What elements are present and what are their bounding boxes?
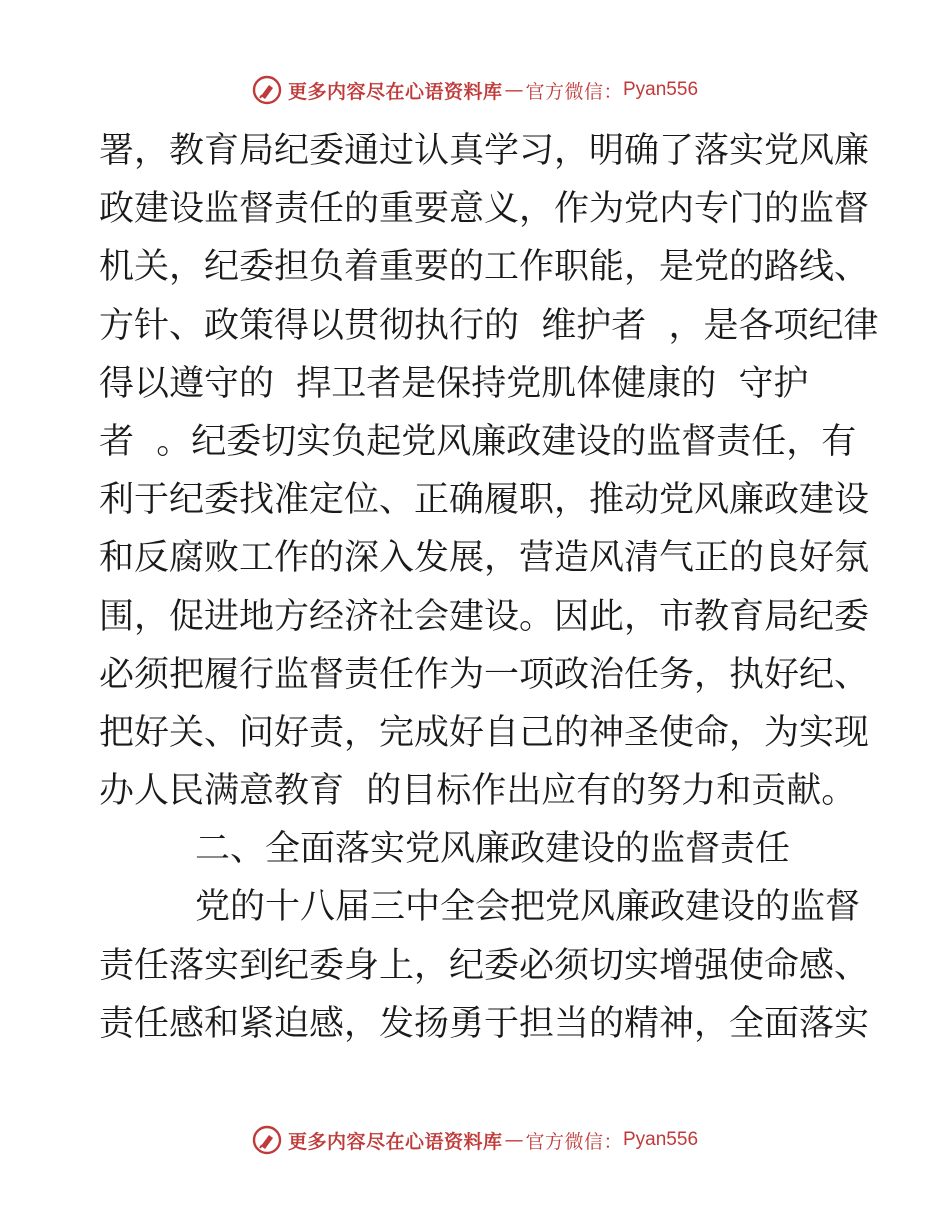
body-line: 政建设监督责任的重要意义，作为党内专门的监督	[99, 189, 870, 230]
paragraph-line: 责任落实到纪委身上，纪委必须切实增强使命感、	[99, 945, 870, 986]
body-line: 办人民满意教育 的目标作出应有的努力和贡献。	[99, 771, 857, 812]
body-line: 方针、政策得以贯彻执行的 维护者 ，是各项纪律	[99, 305, 879, 346]
header-watermark-banner	[0, 73, 950, 107]
body-line: 利于纪委找准定位、正确履职，推动党风廉政建设	[99, 480, 870, 521]
pen-nib-logo-icon	[252, 1125, 282, 1155]
paragraph-line: 党的十八届三中全会把党风廉政建设的监督	[195, 887, 861, 928]
watermark-site-text: 更多内容尽在心语资料库	[287, 1130, 503, 1153]
watermark-wechat-id: Pyan556	[623, 79, 699, 100]
pen-nib-logo-icon	[252, 75, 282, 105]
watermark-wechat-label: 官方微信：	[525, 1130, 623, 1153]
watermark-site-text: 更多内容尽在心语资料库	[287, 80, 503, 103]
body-line: 得以遵守的 捍卫者是保持党肌体健康的 守护	[99, 363, 809, 404]
body-line: 者 。纪委切实负起党风廉政建设的监督责任，有	[99, 421, 857, 462]
section-heading: 二、全面落实党风廉政建设的监督责任	[195, 829, 791, 870]
watermark-separator: —	[504, 79, 524, 101]
body-line: 把好关、问好责，完成好自己的神圣使命，为实现	[99, 712, 870, 753]
body-line: 必须把履行监督责任作为一项政治任务，执好纪、	[99, 654, 870, 695]
body-line: 围，促进地方经济社会建设。因此，市教育局纪委	[99, 596, 870, 637]
body-line: 和反腐败工作的深入发展，营造风清气正的良好氛	[99, 538, 870, 579]
body-line: 署，教育局纪委通过认真学习，明确了落实党风廉	[99, 131, 870, 171]
paragraph-line: 责任感和紧迫感，发扬勇于担当的精神，全面落实	[99, 1003, 870, 1044]
watermark-wechat-label: 官方微信：	[525, 80, 623, 103]
document-body	[99, 122, 879, 1053]
watermark-wechat-id: Pyan556	[623, 1129, 699, 1150]
body-line: 机关，纪委担负着重要的工作职能，是党的路线、	[99, 247, 870, 288]
footer-watermark-banner	[0, 1123, 950, 1157]
watermark-separator: —	[504, 1129, 524, 1151]
